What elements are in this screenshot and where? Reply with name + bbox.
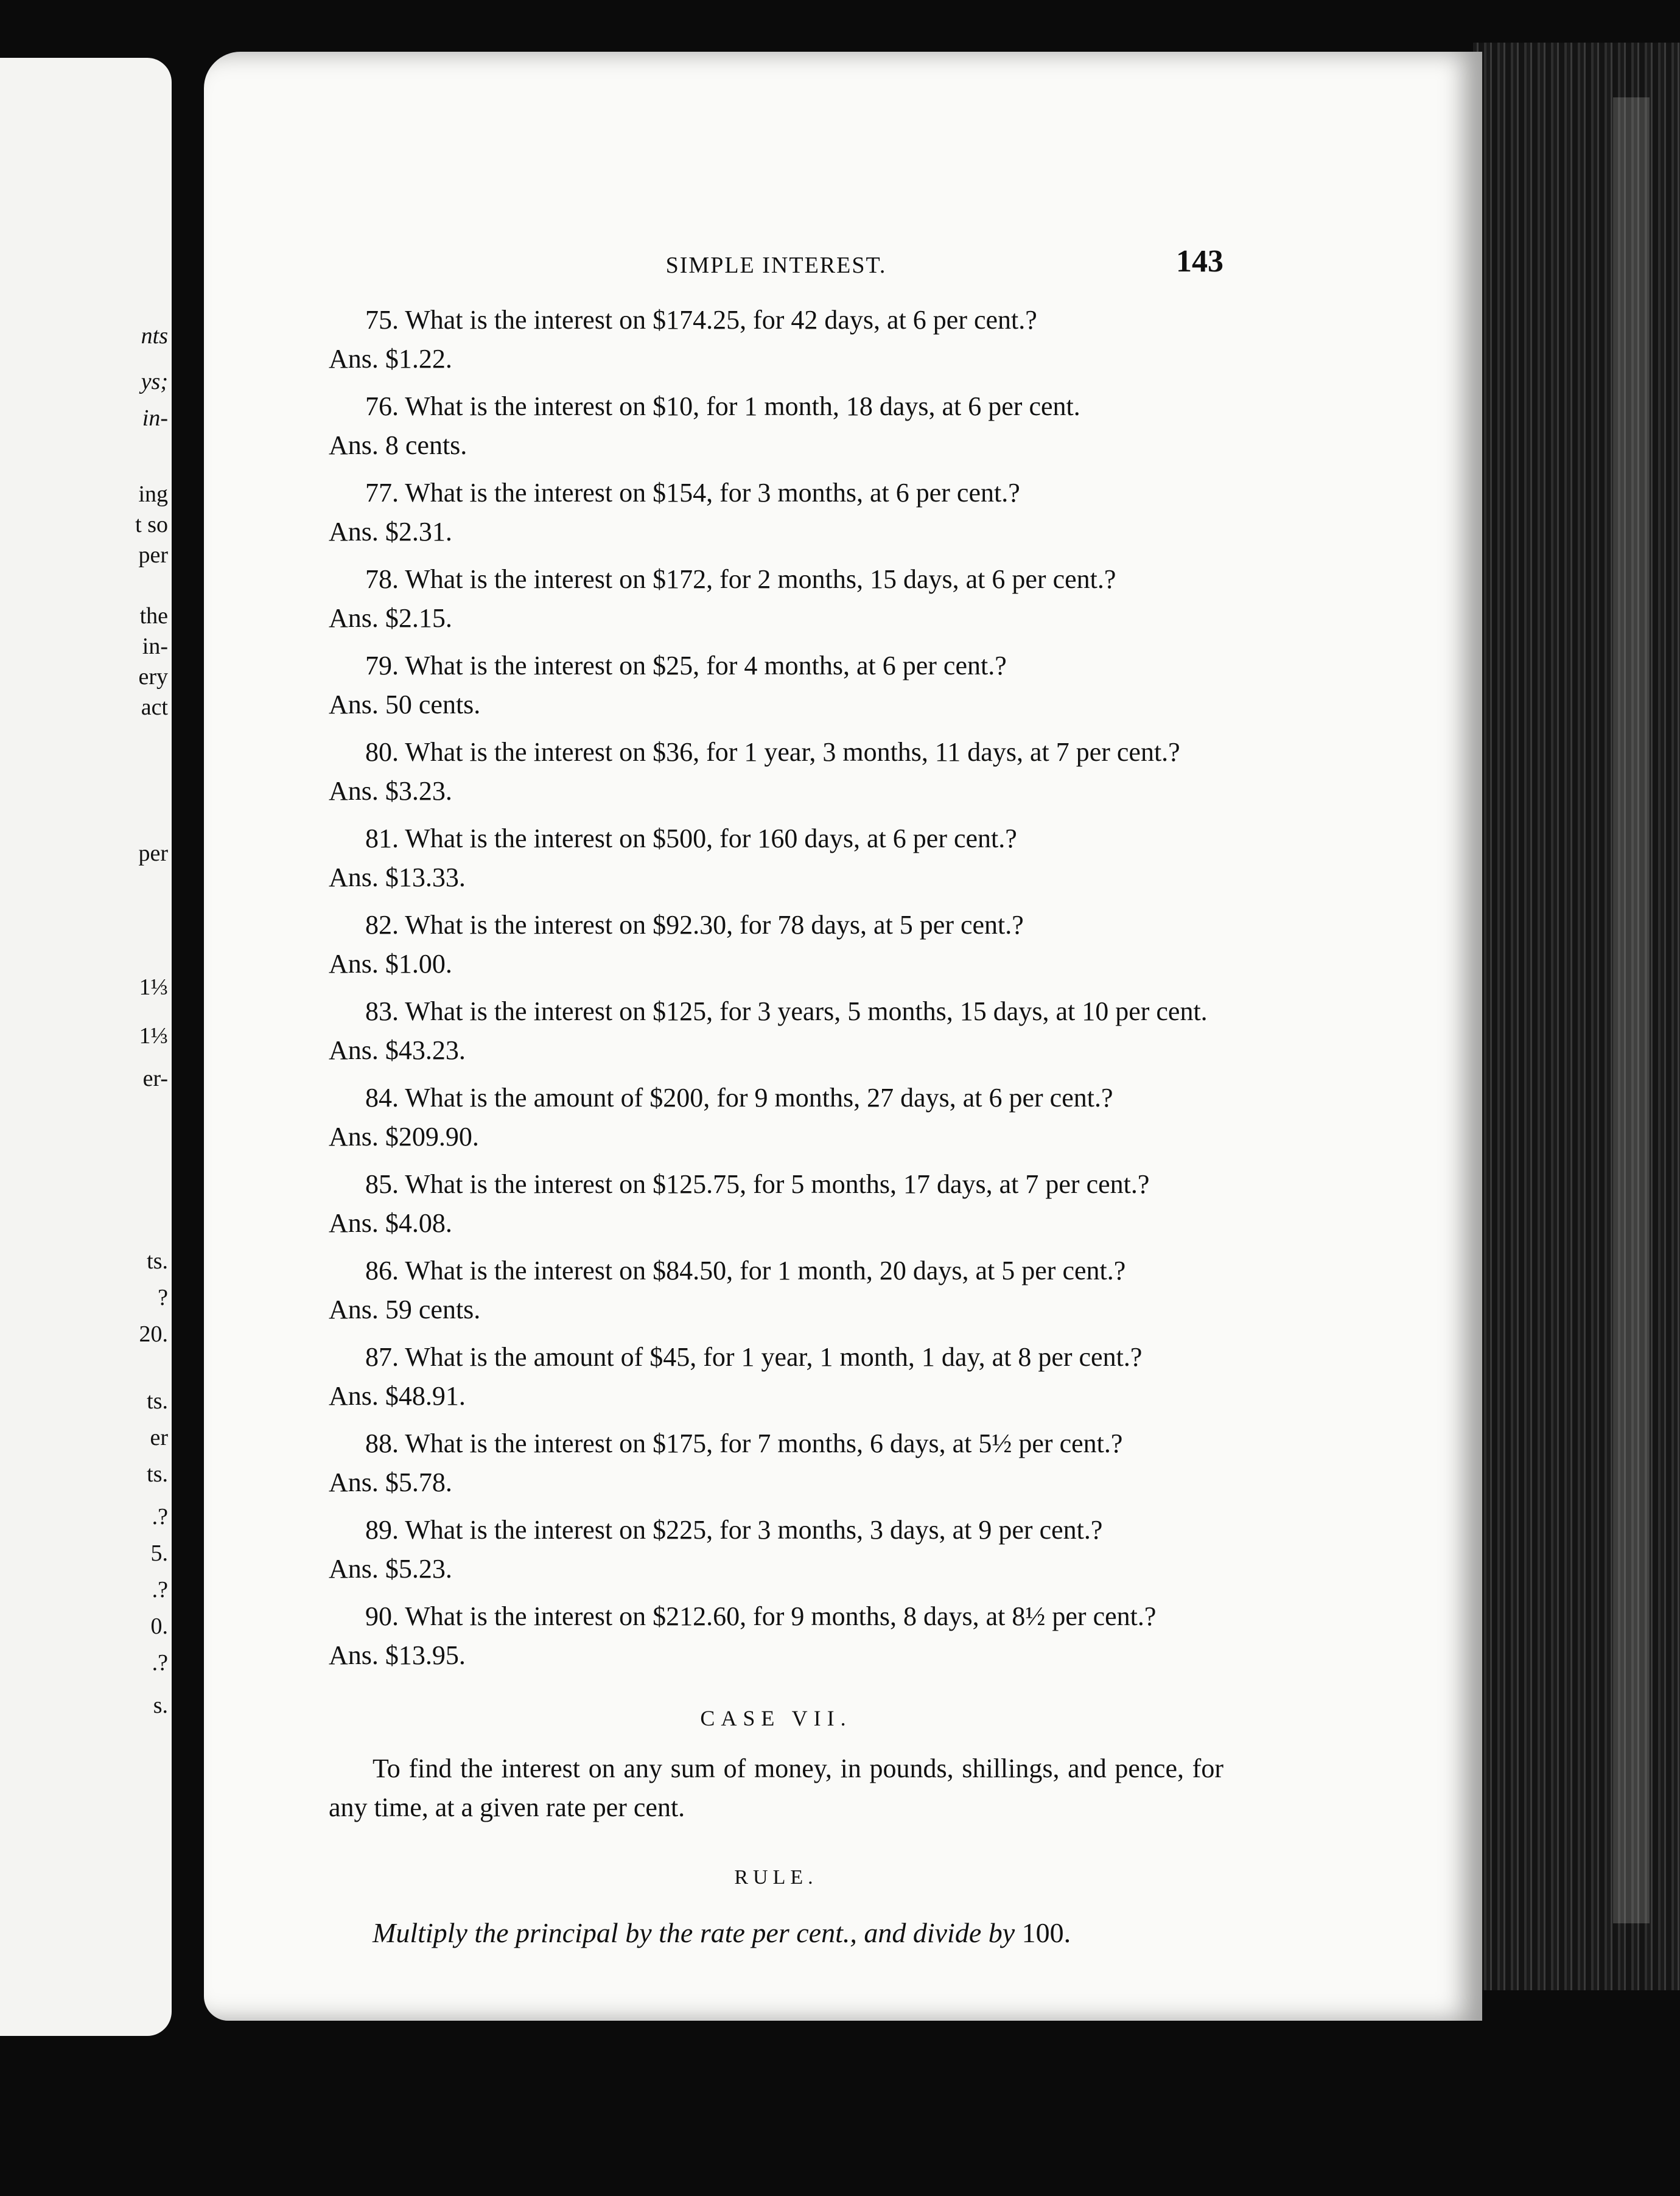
running-title: SIMPLE INTEREST. bbox=[665, 253, 887, 278]
problem-question: 85. What is the interest on $125.75, for 5 months, 17 days, at 7 per cent.? bbox=[365, 1169, 1150, 1199]
problem-answer: Ans. $209.90. bbox=[329, 1122, 479, 1152]
left-page-fragment: t so bbox=[135, 512, 168, 537]
problem-answer: Ans. $3.23. bbox=[329, 776, 452, 806]
left-page-fragment: .? bbox=[152, 1650, 168, 1676]
problem-question: 77. What is the interest on $154, for 3 months, at 6 per cent.? bbox=[365, 478, 1020, 508]
left-page-fragment: ? bbox=[158, 1285, 168, 1310]
left-page-fragment: s. bbox=[153, 1693, 168, 1718]
problem-answer: Ans. $1.22. bbox=[329, 344, 452, 374]
problem-question: 90. What is the interest on $212.60, for 9 months, 8 days, at 8½ per cent.? bbox=[365, 1601, 1157, 1631]
case-heading: CASE VII. bbox=[700, 1706, 852, 1730]
problem-item bbox=[329, 1597, 1223, 1675]
problem-item bbox=[329, 560, 1223, 638]
problem-item bbox=[329, 387, 1223, 465]
problem-item bbox=[329, 1165, 1223, 1243]
problem-question: 86. What is the interest on $84.50, for 1 month, 20 days, at 5 per cent.? bbox=[365, 1256, 1126, 1285]
problem-question: 80. What is the interest on $36, for 1 year, 3 months, 11 days, at 7 per cent.? bbox=[365, 737, 1180, 767]
book-page bbox=[204, 52, 1482, 2021]
problem-answer: Ans. 59 cents. bbox=[329, 1295, 481, 1324]
problem-answer: Ans. $48.91. bbox=[329, 1381, 466, 1411]
left-page-fragment: ts. bbox=[147, 1248, 168, 1274]
left-page-fragment: in- bbox=[142, 405, 168, 431]
problem-answer: Ans. $43.23. bbox=[329, 1035, 466, 1065]
problem-answer: Ans. 8 cents. bbox=[329, 430, 467, 460]
page-content bbox=[329, 243, 1223, 1953]
problem-item bbox=[329, 301, 1223, 379]
problem-item bbox=[329, 819, 1223, 897]
problem-answer: Ans. $5.78. bbox=[329, 1467, 452, 1497]
problem-question: 87. What is the amount of $45, for 1 year, 1 month, 1 day, at 8 per cent.? bbox=[365, 1342, 1143, 1372]
problem-answer: Ans. $2.31. bbox=[329, 517, 452, 547]
problem-item bbox=[329, 1251, 1223, 1329]
problem-answer: Ans. $1.00. bbox=[329, 949, 452, 979]
rule-heading: RULE. bbox=[734, 1866, 818, 1889]
left-page-fragment: act bbox=[141, 694, 168, 720]
problem-item bbox=[329, 1338, 1223, 1416]
rule-text bbox=[329, 1914, 1223, 1953]
problem-question: 84. What is the amount of $200, for 9 months, 27 days, at 6 per cent.? bbox=[365, 1083, 1113, 1113]
problem-item bbox=[329, 733, 1223, 811]
left-facing-page bbox=[0, 58, 172, 2036]
left-page-fragment: ys; bbox=[141, 369, 168, 394]
problem-answer: Ans. $4.08. bbox=[329, 1208, 452, 1238]
problem-answer: Ans. $13.95. bbox=[329, 1640, 466, 1670]
left-page-fragment: 1⅓ bbox=[139, 1023, 168, 1049]
left-page-fragment: er- bbox=[142, 1066, 168, 1091]
problem-question: 88. What is the interest on $175, for 7 months, 6 days, at 5½ per cent.? bbox=[365, 1428, 1123, 1458]
problem-question: 81. What is the interest on $500, for 160 days, at 6 per cent.? bbox=[365, 824, 1017, 853]
problem-answer: Ans. $2.15. bbox=[329, 603, 452, 633]
problem-answer: Ans. $13.33. bbox=[329, 862, 466, 892]
rule-text-tail: 100. bbox=[1021, 1917, 1071, 1948]
left-page-fragment: .? bbox=[152, 1504, 168, 1530]
problem-item bbox=[329, 474, 1223, 551]
left-page-fragment: 0. bbox=[150, 1614, 168, 1639]
left-page-fragment: 1⅓ bbox=[139, 974, 168, 1000]
left-page-fragment: nts bbox=[141, 323, 168, 349]
problem-item bbox=[329, 906, 1223, 984]
page-number: 143 bbox=[1176, 244, 1223, 279]
rule-text-italic: Multiply the principal by the rate per cent., and divide by bbox=[373, 1917, 1015, 1948]
problem-question: 76. What is the interest on $10, for 1 month, 18 days, at 6 per cent. bbox=[365, 391, 1080, 421]
left-page-fragment: per bbox=[138, 841, 168, 866]
problem-question: 83. What is the interest on $125, for 3 years, 5 months, 15 days, at 10 per cent. bbox=[365, 996, 1208, 1026]
left-page-fragment: .? bbox=[152, 1577, 168, 1603]
left-page-fragment: ing bbox=[138, 481, 168, 507]
problem-answer: Ans. $5.23. bbox=[329, 1554, 452, 1584]
problem-item bbox=[329, 992, 1223, 1070]
problem-item bbox=[329, 1424, 1223, 1502]
problem-item bbox=[329, 646, 1223, 724]
problem-question: 82. What is the interest on $92.30, for 78 days, at 5 per cent.? bbox=[365, 910, 1024, 940]
left-page-fragment: ts. bbox=[147, 1461, 168, 1487]
left-page-fragment: ts. bbox=[147, 1388, 168, 1414]
left-page-fragment: 5. bbox=[150, 1540, 168, 1566]
left-page-fragment: the bbox=[139, 603, 168, 629]
problem-answer: Ans. 50 cents. bbox=[329, 690, 481, 719]
left-page-fragment: per bbox=[138, 542, 168, 568]
problem-item bbox=[329, 1079, 1223, 1156]
problem-item bbox=[329, 1511, 1223, 1589]
problem-list bbox=[329, 301, 1223, 1675]
left-page-fragment: 20. bbox=[139, 1321, 168, 1347]
running-header bbox=[329, 243, 1223, 292]
left-page-fragment: ery bbox=[138, 664, 168, 690]
problem-question: 89. What is the interest on $225, for 3 months, 3 days, at 9 per cent.? bbox=[365, 1515, 1103, 1545]
left-page-fragment: in- bbox=[142, 634, 168, 659]
problem-question: 79. What is the interest on $25, for 4 months, at 6 per cent.? bbox=[365, 651, 1007, 680]
problem-question: 75. What is the interest on $174.25, for 42 days, at 6 per cent.? bbox=[365, 305, 1037, 335]
case-text: To find the interest on any sum of money, in pounds, shillings, and pence, for any time, at a given rate per cent. bbox=[329, 1754, 1223, 1822]
book-binding bbox=[1473, 43, 1680, 1990]
problem-question: 78. What is the interest on $172, for 2 months, 15 days, at 6 per cent.? bbox=[365, 564, 1116, 594]
left-page-fragment: er bbox=[150, 1425, 168, 1450]
